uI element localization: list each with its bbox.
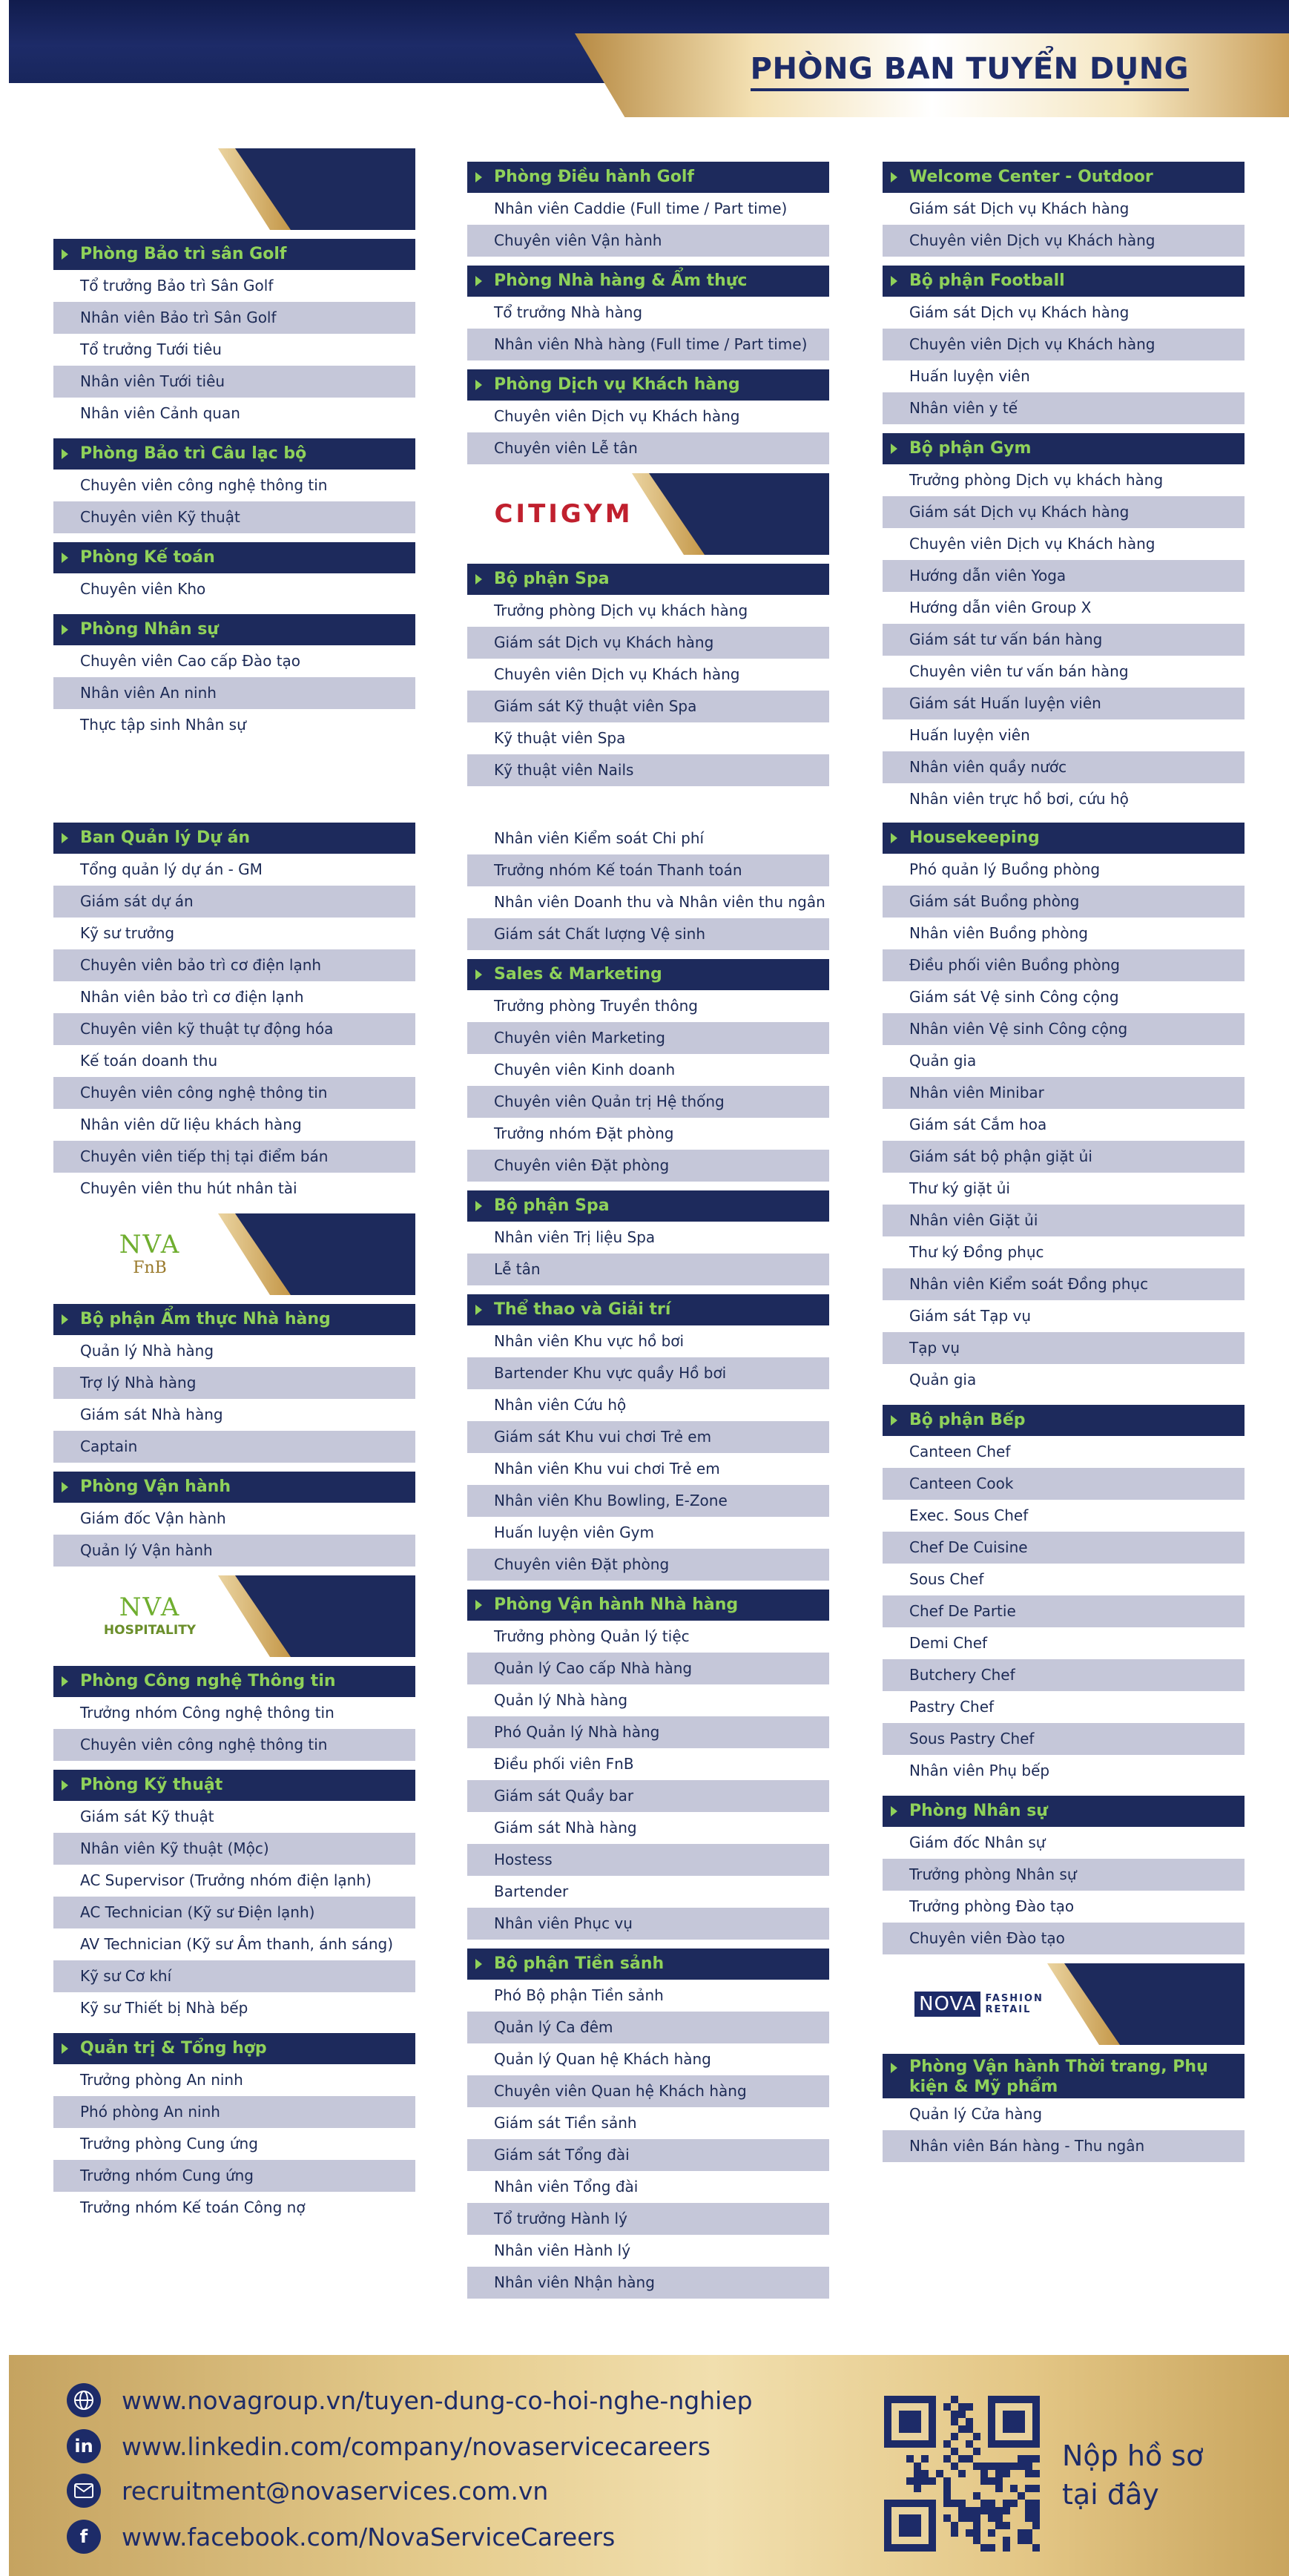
job-item: Kỹ thuật viên Spa xyxy=(494,729,626,747)
job-item: Canteen Chef xyxy=(909,1443,1011,1460)
job-item: Chuyên viên Dịch vụ Khách hàng xyxy=(494,407,740,425)
section-title: Welcome Center - Outdoor xyxy=(909,168,1153,186)
job-item: Nhân viên An ninh xyxy=(53,677,415,709)
job-item: AC Technician (Kỹ sư Điện lạnh) xyxy=(53,1897,415,1928)
job-item: Chuyên viên Kinh doanh xyxy=(494,1061,676,1078)
job-item: Nhân viên Nhà hàng (Full time / Part time) xyxy=(467,329,829,360)
job-item: Exec. Sous Chef xyxy=(909,1506,1029,1524)
job-item: Trưởng phòng Đào tạo xyxy=(909,1897,1075,1915)
job-item: Chuyên viên thu hút nhân tài xyxy=(80,1179,297,1197)
section-title: Bộ phận Football xyxy=(909,271,1065,290)
section-title: Phòng Bảo trì sân Golf xyxy=(80,245,287,263)
job-item: Điều phối viên Buồng phòng xyxy=(883,949,1245,981)
job-item: Giám sát Dịch vụ Khách hàng xyxy=(909,303,1130,321)
job-item: Sous Chef xyxy=(909,1570,984,1588)
job-item: Trưởng nhóm Đặt phòng xyxy=(494,1124,674,1142)
chevron-right-icon xyxy=(475,1305,482,1315)
job-item: Chuyên viên Đào tạo xyxy=(883,1923,1245,1954)
section-phong-dieu-hanh-golf xyxy=(467,162,829,266)
nova-fashion-logo xyxy=(883,1963,1075,2045)
job-item: Nhân viên dữ liệu khách hàng xyxy=(80,1116,302,1133)
job-item: Giám sát bộ phận giặt ủi xyxy=(883,1141,1245,1173)
job-item: Thư ký Đồng phục xyxy=(909,1243,1044,1261)
section-header xyxy=(883,1796,1245,1827)
section-title: Phòng Vận hành xyxy=(80,1478,231,1496)
job-item: Giám sát Tạp vụ xyxy=(909,1307,1032,1325)
job-item: Giám sát Chất lượng Vệ sinh xyxy=(467,918,829,950)
section-header xyxy=(467,564,829,595)
job-item: Tạp vụ xyxy=(883,1332,1245,1364)
section-header xyxy=(467,1190,829,1222)
section-header xyxy=(53,1666,415,1697)
section-bo-phan-bep xyxy=(883,1405,1245,1796)
chevron-right-icon xyxy=(62,2043,68,2054)
job-item: Giám đốc Nhân sự xyxy=(909,1834,1046,1851)
job-item: Trưởng nhóm Kế toán Thanh toán xyxy=(467,854,829,886)
section-header xyxy=(53,1472,415,1503)
section-header xyxy=(53,438,415,470)
job-item: Chuyên viên tiếp thị tại điểm bán xyxy=(53,1141,415,1173)
section-header xyxy=(53,239,415,270)
chevron-right-icon xyxy=(475,1959,482,1969)
job-item: Phó Quản lý Nhà hàng xyxy=(467,1716,829,1748)
job-item: Nhân viên Doanh thu và Nhân viên thu ngân xyxy=(494,893,825,911)
job-item: Pastry Chef xyxy=(909,1698,995,1716)
job-item: Nhân viên Kiểm soát Chi phí xyxy=(494,829,705,847)
chevron-right-icon xyxy=(891,276,897,286)
brand-banner-nova-hospitality xyxy=(53,1575,415,1657)
section-title: Phòng Vận hành Thời trang, Phụ kiện & Mỹ phẩm xyxy=(909,2058,1208,2096)
section-header xyxy=(53,2033,415,2064)
chevron-right-icon xyxy=(891,172,897,182)
job-item: Trưởng nhóm Công nghệ thông tin xyxy=(80,1704,334,1722)
column-3 xyxy=(883,162,1245,824)
job-item: Huấn luyện viên Gym xyxy=(494,1523,654,1541)
job-item: Giám sát Quầy bar xyxy=(467,1780,829,1812)
header-banner xyxy=(0,0,1289,117)
job-item: Trưởng phòng Dịch vụ khách hàng xyxy=(909,471,1164,489)
section-header xyxy=(53,542,415,573)
section-bo-phan-gym xyxy=(883,433,1245,824)
job-item: Nhân viên y tế xyxy=(883,392,1245,424)
section-title: Ban Quản lý Dự án xyxy=(80,829,251,847)
job-item: Chuyên viên Dịch vụ Khách hàng xyxy=(883,329,1245,360)
nova-logo-text: NVA xyxy=(119,1592,181,1622)
job-item: Huấn luyện viên xyxy=(909,367,1030,385)
chevron-right-icon xyxy=(891,2063,897,2073)
section-header xyxy=(883,162,1245,193)
job-item: Chuyên viên Cao cấp Đào tạo xyxy=(80,652,301,670)
job-item: Chuyên viên Lễ tân xyxy=(467,432,829,464)
section-title: Sales & Marketing xyxy=(494,965,662,984)
section-phong-van-hanh xyxy=(53,1472,415,1575)
job-item: Butchery Chef xyxy=(883,1659,1245,1691)
job-item: Nhân viên Cứu hộ xyxy=(494,1396,627,1414)
qr-caption-line-2: tại đây xyxy=(1062,2478,1159,2511)
job-item: Lễ tân xyxy=(467,1254,829,1285)
job-item: Nhân viên Bán hàng - Thu ngân xyxy=(883,2130,1245,2162)
job-item: Chuyên viên Dịch vụ Khách hàng xyxy=(494,665,740,683)
section-title: Phòng Nhân sự xyxy=(80,620,219,639)
job-item: Kỹ sư Cơ khí xyxy=(53,1960,415,1992)
finance-items xyxy=(467,823,829,950)
section-bo-phan-football xyxy=(883,266,1245,433)
job-item: Nhân viên Vệ sinh Công cộng xyxy=(883,1013,1245,1045)
section-header xyxy=(467,1949,829,1980)
job-item: Giám sát Kỹ thuật xyxy=(80,1808,214,1825)
footer xyxy=(9,2355,1289,2576)
qr-code[interactable] xyxy=(884,2396,1040,2552)
job-item: Giám sát Cắm hoa xyxy=(909,1116,1047,1133)
column-2 xyxy=(467,162,829,795)
job-item: Giám sát Tiền sảnh xyxy=(494,2114,637,2132)
chevron-right-icon xyxy=(891,833,897,843)
job-item: Giám sát Dịch vụ Khách hàng xyxy=(883,496,1245,528)
job-item: Giám sát dự án xyxy=(53,886,415,918)
section-title: Phòng Dịch vụ Khách hàng xyxy=(494,375,740,394)
section-title: Bộ phận Tiền sảnh xyxy=(494,1954,665,1973)
column-1 xyxy=(53,148,415,750)
job-item: AV Technician (Kỹ sư Âm thanh, ánh sáng) xyxy=(80,1935,394,1953)
chevron-right-icon xyxy=(475,969,482,980)
nova-fnb-logo xyxy=(53,1213,246,1295)
brand-banner-citigym xyxy=(467,473,829,555)
job-item: Chuyên viên tư vấn bán hàng xyxy=(909,662,1129,680)
job-item: Huấn luyện viên xyxy=(909,726,1030,744)
job-item: Nhân viên Khu Bowling, E-Zone xyxy=(467,1485,829,1517)
job-item: Chuyên viên Dịch vụ Khách hàng xyxy=(909,535,1156,553)
job-item: Nhân viên Kiểm soát Đồng phục xyxy=(883,1268,1245,1300)
brand-banner-nova-fashion xyxy=(883,1963,1245,2045)
section-header xyxy=(883,823,1245,854)
section-title: Bộ phận Spa xyxy=(494,570,610,588)
job-item: Hướng dẫn viên Group X xyxy=(909,599,1092,616)
job-item: Giám sát Dịch vụ Khách hàng xyxy=(467,627,829,659)
job-item: Canteen Cook xyxy=(883,1468,1245,1500)
website-link-text[interactable]: www.novagroup.vn/tuyen-dung-co-hoi-nghe-nghiep xyxy=(122,2385,753,2415)
job-item: Trợ lý Nhà hàng xyxy=(53,1367,415,1399)
citigym-logo-text: CITIGYM xyxy=(494,499,633,529)
section-header xyxy=(467,369,829,401)
job-item: Giám sát Huấn luyện viên xyxy=(883,688,1245,719)
job-item: Phó quản lý Buồng phòng xyxy=(909,860,1101,878)
section-header xyxy=(883,266,1245,297)
job-item: Quản lý Ca đêm xyxy=(467,2012,829,2043)
job-item: Quản lý Nhà hàng xyxy=(494,1691,628,1709)
section-phong-ky-thuat xyxy=(53,1770,415,2033)
footer-link-website[interactable] xyxy=(67,2383,753,2417)
brand-banner-nova-fnb xyxy=(53,1213,415,1295)
chevron-right-icon xyxy=(62,449,68,459)
job-item: Nhân viên Tổng đài xyxy=(494,2178,639,2195)
job-item: Tổ trưởng Bảo trì Sân Golf xyxy=(80,277,274,294)
job-item: Chuyên viên công nghệ thông tin xyxy=(53,1729,415,1761)
section-header xyxy=(883,433,1245,464)
section-header xyxy=(883,2054,1245,2098)
section-the-thao-va-giai-tri xyxy=(467,1294,829,1590)
section-header xyxy=(467,1294,829,1325)
section-phong-van-hanh-nha-hang xyxy=(467,1590,829,1949)
job-item: Nhân viên Kỹ thuật (Mộc) xyxy=(53,1833,415,1865)
section-title: Phòng Công nghệ Thông tin xyxy=(80,1672,336,1690)
job-item: Kỹ sư trưởng xyxy=(80,924,175,942)
job-item: Trưởng phòng Quản lý tiệc xyxy=(494,1627,690,1645)
job-item: Nhân viên Buồng phòng xyxy=(909,924,1088,942)
section-quan-tri-tong-hop xyxy=(53,2033,415,2233)
job-item: Nhân viên Minibar xyxy=(883,1077,1245,1109)
section-title: Phòng Nhà hàng & Ẩm thực xyxy=(494,271,748,290)
job-item: Nhân viên Phục vụ xyxy=(467,1908,829,1940)
section-title: Phòng Nhân sự xyxy=(909,1802,1048,1820)
job-item: Chuyên viên công nghệ thông tin xyxy=(80,476,328,494)
section-title: Thể thao và Giải trí xyxy=(494,1300,671,1319)
fnb-label: FnB xyxy=(133,1259,167,1277)
job-item: Tổ trưởng Tưới tiêu xyxy=(80,340,222,358)
chevron-right-icon xyxy=(62,553,68,563)
fashion-retail-text: FASHION RETAIL xyxy=(985,1993,1044,2015)
job-item: Trưởng nhóm Kế toán Công nợ xyxy=(80,2198,306,2216)
job-item: Quản lý Cao cấp Nhà hàng xyxy=(467,1653,829,1684)
facebook-icon: f xyxy=(67,2520,101,2554)
section-header xyxy=(53,1304,415,1335)
column-3-lower xyxy=(883,823,1245,2171)
job-item: Nhân viên Hành lý xyxy=(494,2241,631,2259)
footer-link-facebook[interactable] xyxy=(67,2520,615,2554)
section-header xyxy=(467,1590,829,1621)
section-header xyxy=(467,266,829,297)
chevron-right-icon xyxy=(891,1806,897,1816)
job-item: Giám sát Khu vui chơi Trẻ em xyxy=(467,1421,829,1453)
job-item: Nhân viên Caddie (Full time / Part time) xyxy=(494,200,788,217)
nova-hospitality-logo xyxy=(53,1575,246,1657)
fashion-nova-text: NOVA xyxy=(914,1992,980,2017)
job-item: Chuyên viên Đặt phòng xyxy=(467,1549,829,1581)
job-item: Phó Bộ phận Tiền sảnh xyxy=(494,1986,664,2004)
job-item: Chuyên viên Quản trị Hệ thống xyxy=(467,1086,829,1118)
job-item: Giám sát Dịch vụ Khách hàng xyxy=(909,200,1130,217)
job-item: Phó phòng An ninh xyxy=(53,2096,415,2128)
section-bo-phan-am-thuc-nha-hang xyxy=(53,1304,415,1472)
chevron-right-icon xyxy=(475,172,482,182)
job-item: Nhân viên Khu vực hồ bơi xyxy=(494,1332,685,1350)
chevron-right-icon xyxy=(475,1600,482,1610)
job-item: Nhân viên quầy nước xyxy=(883,751,1245,783)
section-header xyxy=(467,162,829,193)
chevron-right-icon xyxy=(62,1676,68,1687)
section-phong-dich-vu-khach-hang xyxy=(467,369,829,473)
chevron-right-icon xyxy=(62,1780,68,1791)
linkedin-link-text[interactable]: www.linkedin.com/company/novaservicecareers xyxy=(122,2431,711,2461)
job-item: Nhân viên Khu vui chơi Trẻ em xyxy=(494,1460,720,1478)
job-item: Nhân viên Nhận hàng xyxy=(467,2267,829,2299)
section-header xyxy=(53,823,415,854)
section-title: Phòng Vận hành Nhà hàng xyxy=(494,1595,739,1614)
section-title: Phòng Điều hành Golf xyxy=(494,168,694,186)
job-item: Trưởng phòng An ninh xyxy=(80,2071,243,2089)
job-item: Quản gia xyxy=(909,1371,977,1389)
section-welcome-center-outdoor xyxy=(883,162,1245,266)
job-item: Demi Chef xyxy=(909,1634,988,1652)
job-item: Hướng dẫn viên Yoga xyxy=(883,560,1245,592)
job-item: Chuyên viên Kỹ thuật xyxy=(53,501,415,533)
job-item: AC Supervisor (Trưởng nhóm điện lạnh) xyxy=(80,1871,372,1889)
chevron-right-icon xyxy=(475,574,482,584)
job-item: Chuyên viên Kho xyxy=(80,580,206,598)
section-phong-nhan-su xyxy=(883,1796,1245,1963)
section-title: Phòng Kế toán xyxy=(80,548,215,567)
column-2-lower xyxy=(467,823,829,2307)
section-header xyxy=(883,1405,1245,1436)
qr-caption xyxy=(1062,2437,1203,2514)
chevron-right-icon xyxy=(475,1201,482,1211)
job-item: Kỹ thuật viên Nails xyxy=(467,754,829,786)
job-item: Tổng quản lý dự án - GM xyxy=(80,860,263,878)
section-phong-van-hanh-thoi-trang-phu-kien-my-ph xyxy=(883,2054,1245,2171)
job-item: Thực tập sinh Nhân sự xyxy=(80,716,246,734)
section-title: Bộ phận Spa xyxy=(494,1196,610,1215)
job-item: Tổ trưởng Hành lý xyxy=(467,2203,829,2235)
linkedin-icon: in xyxy=(67,2429,101,2463)
section-title: Phòng Kỹ thuật xyxy=(80,1776,223,1794)
job-item: Hostess xyxy=(467,1844,829,1876)
job-item: Giám sát Vệ sinh Công cộng xyxy=(909,988,1119,1006)
section-header xyxy=(53,614,415,645)
citigym-logo xyxy=(467,473,660,555)
job-item: Chuyên viên công nghệ thông tin xyxy=(53,1077,415,1109)
job-item: Giám sát Kỹ thuật viên Spa xyxy=(467,691,829,722)
job-item: Nhân viên Bảo trì Sân Golf xyxy=(53,302,415,334)
job-item: Chuyên viên bảo trì cơ điện lạnh xyxy=(53,949,415,981)
job-item: Điều phối viên FnB xyxy=(494,1755,634,1773)
section-phong-cong-nghe-thong-tin xyxy=(53,1666,415,1770)
section-title: Bộ phận Ẩm thực Nhà hàng xyxy=(80,1310,331,1328)
section-bo-phan-spa xyxy=(467,564,829,795)
job-item: Nhân viên Phụ bếp xyxy=(909,1762,1050,1779)
job-item: Nhân viên Giặt ủi xyxy=(883,1205,1245,1236)
section-title: Bộ phận Bếp xyxy=(909,1411,1026,1429)
nova-logo-text: NVA xyxy=(119,1230,181,1259)
chevron-right-icon xyxy=(891,1415,897,1426)
section-sales-marketing xyxy=(467,959,829,1190)
job-item: Quản gia xyxy=(909,1052,977,1070)
job-item: Nhân viên bảo trì cơ điện lạnh xyxy=(80,988,304,1006)
section-title: Housekeeping xyxy=(909,829,1040,847)
hospitality-label: HOSPITALITY xyxy=(103,1623,197,1638)
job-item: Chuyên viên kỹ thuật tự động hóa xyxy=(53,1013,415,1045)
section-header xyxy=(467,959,829,990)
job-item: Sous Pastry Chef xyxy=(883,1723,1245,1755)
email-link-text[interactable]: recruitment@novaservices.com.vn xyxy=(122,2476,549,2506)
section-phong-nha-hang-am-thuc xyxy=(467,266,829,369)
job-item: Giám sát tư vấn bán hàng xyxy=(883,624,1245,656)
section-title: Quản trị & Tổng hợp xyxy=(80,2039,267,2058)
job-item: Tổ trưởng Nhà hàng xyxy=(494,303,643,321)
column-1-lower xyxy=(53,823,415,2233)
section-header xyxy=(53,1770,415,1801)
job-item: Trưởng phòng Truyền thông xyxy=(494,997,698,1015)
chevron-right-icon xyxy=(475,380,482,390)
job-item: Chef De Partie xyxy=(883,1595,1245,1627)
job-item: Giám sát Nhà hàng xyxy=(80,1406,223,1423)
job-item: Trưởng phòng Dịch vụ khách hàng xyxy=(494,602,748,619)
chevron-right-icon xyxy=(62,1314,68,1325)
mail-icon xyxy=(67,2474,101,2508)
section-housekeeping xyxy=(883,823,1245,1405)
job-item: Giám sát Nhà hàng xyxy=(494,1819,637,1837)
job-item: Nhân viên Trị liệu Spa xyxy=(494,1228,656,1246)
brand-banner-golf xyxy=(53,148,415,230)
job-item: Trưởng phòng Cung ứng xyxy=(80,2135,258,2152)
section-phong-bao-tri-san-golf xyxy=(53,239,415,438)
job-item: Bartender Khu vực quầy Hồ bơi xyxy=(467,1357,829,1389)
job-item: Nhân viên Tưới tiêu xyxy=(53,366,415,398)
section-phong-ke-toan xyxy=(53,542,415,614)
job-item: Chuyên viên Vận hành xyxy=(467,225,829,257)
job-item: Chef De Cuisine xyxy=(883,1532,1245,1564)
job-item: Bartender xyxy=(494,1882,569,1900)
job-item: Chuyên viên Dịch vụ Khách hàng xyxy=(883,225,1245,257)
job-item: Giám đốc Vận hành xyxy=(80,1509,226,1527)
job-item: Chuyên viên Marketing xyxy=(467,1022,829,1054)
job-item: Chuyên viên Đặt phòng xyxy=(467,1150,829,1182)
job-item: Quản lý Quan hệ Khách hàng xyxy=(494,2050,711,2068)
qr-caption-line-1: Nộp hồ sơ xyxy=(1062,2440,1204,2472)
chevron-right-icon xyxy=(475,276,482,286)
section-title: Phòng Bảo trì Câu lạc bộ xyxy=(80,444,307,463)
job-item: Nhân viên trực hồ bơi, cứu hộ xyxy=(909,790,1129,808)
job-item: Trưởng phòng Nhân sự xyxy=(883,1859,1245,1891)
footer-link-linkedin[interactable] xyxy=(67,2429,711,2463)
job-item: Kỹ sư Thiết bị Nhà bếp xyxy=(80,1999,248,2017)
facebook-link-text[interactable]: www.facebook.com/NovaServiceCareers xyxy=(122,2522,616,2552)
section-phong-nhan-su xyxy=(53,614,415,750)
section-ban-quan-ly-du-an xyxy=(53,823,415,1213)
job-item: Quản lý Nhà hàng xyxy=(80,1342,214,1360)
chevron-right-icon xyxy=(62,249,68,260)
section-phong-bao-tri-cau-lac-bo xyxy=(53,438,415,542)
job-item: Trưởng nhóm Cung ứng xyxy=(53,2160,415,2192)
job-item: Chuyên viên Quan hệ Khách hàng xyxy=(467,2075,829,2107)
job-item: Quản lý Cửa hàng xyxy=(909,2105,1043,2123)
chevron-right-icon xyxy=(62,1482,68,1492)
globe-icon xyxy=(67,2383,101,2417)
job-item: Nhân viên Cảnh quan xyxy=(80,404,240,422)
footer-link-email[interactable] xyxy=(67,2474,548,2508)
job-item: Quản lý Vận hành xyxy=(53,1535,415,1567)
chevron-right-icon xyxy=(62,833,68,843)
chevron-right-icon xyxy=(891,444,897,454)
job-item: Giám sát Buồng phòng xyxy=(883,886,1245,918)
job-item: Captain xyxy=(53,1431,415,1463)
chevron-right-icon xyxy=(62,625,68,635)
job-item: Giám sát Tổng đài xyxy=(467,2139,829,2171)
job-item: Thư ký giặt ủi xyxy=(909,1179,1010,1197)
page-title: PHÒNG BAN TUYỂN DỤNG xyxy=(751,52,1189,91)
job-item: Kế toán doanh thu xyxy=(80,1052,218,1070)
section-title: Bộ phận Gym xyxy=(909,439,1032,458)
section-bo-phan-tien-sanh xyxy=(467,1949,829,2307)
section-bo-phan-spa xyxy=(467,1190,829,1294)
